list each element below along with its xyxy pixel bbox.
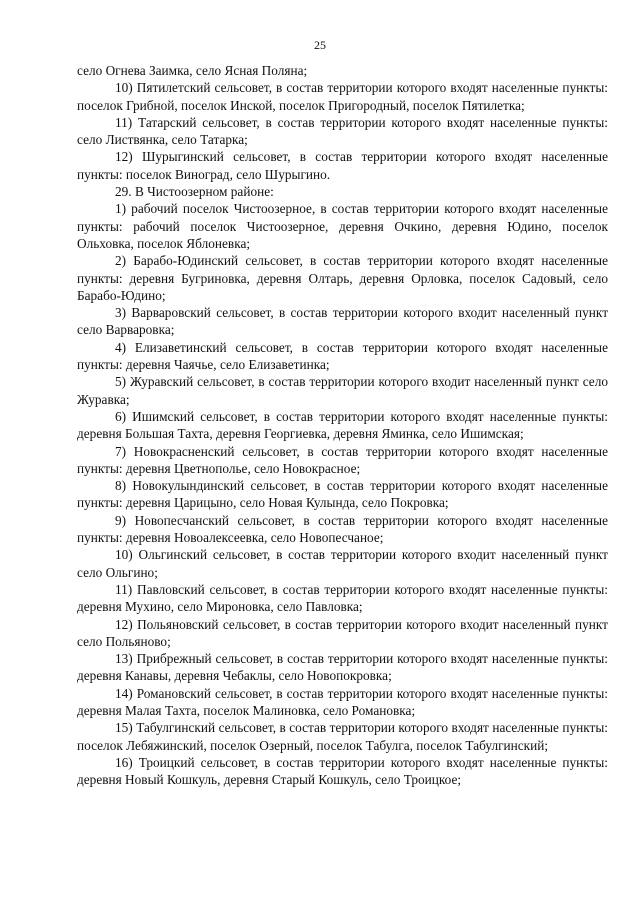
document-body (77, 62, 608, 788)
paragraph-item-8: 8) Новокулындинский сельсовет, в состав территории которого входят населенные пункты: деревня Царицыно, село Новая Кулында, село Покровка; (77, 478, 608, 511)
paragraph-item-16: 16) Троицкий сельсовет, в состав территории которого входят населенные пункты: деревня Новый Кошкуль, деревня Старый Кошкуль, село Троицкое; (77, 754, 608, 788)
paragraph-item-10-pyatiletsky: 10) Пятилетский сельсовет, в состав территории которого входят населенные пункты: поселок Грибной, поселок Инской, поселок Пригородный, поселок Пятилетка; (77, 80, 608, 113)
section-heading-29: 29. В Чистоозерном районе: (115, 184, 274, 200)
paragraph-item-7: 7) Новокрасненский сельсовет, в состав территории которого входят населенные пункты: деревня Цветнополье, село Новокрасное; (77, 443, 608, 476)
paragraph-item-11: 11) Павловский сельсовет, в состав территории которого входят населенные пункты: деревня Мухино, село Мироновка, село Павловка; (77, 581, 608, 615)
paragraph-item-9: 9) Новопесчанский сельсовет, в состав территории которого входят населенные пункты: деревня Новоалексеевка, село Новопесчаное; (77, 512, 608, 546)
paragraph-item-10: 10) Ольгинский сельсовет, в состав территории которого входит населенный пункт село Ольгино; (77, 547, 608, 580)
paragraph-item-1: 1) рабочий поселок Чистоозерное, в состав территории которого входят населенные пункты: рабочий поселок Чистоозерное, деревня Очкино, деревня Юдино, поселок Ольховка, поселок Яблоневка; (77, 201, 608, 251)
paragraph-item-6: 6) Ишимский сельсовет, в состав территории которого входят населенные пункты: деревня Большая Тахта, деревня Георгиевка, деревня Яминка, село Ишимская; (77, 408, 608, 442)
paragraph-item-11-tatarsky: 11) Татарский сельсовет, в состав территории которого входят населенные пункты: село Листвянка, село Татарка; (77, 114, 608, 148)
paragraph-item-14: 14) Романовский сельсовет, в состав территории которого входят населенные пункты: деревня Малая Тахта, поселок Малиновка, село Романовка; (77, 685, 608, 718)
paragraph-item-12-shuryginsky: 12) Шурыгинский сельсовет, в состав территории которого входят населенные пункты: поселок Виноград, село Шурыгино. (77, 149, 608, 182)
paragraph-item-15: 15) Табулгинский сельсовет, в состав территории которого входят населенные пункты: поселок Лебяжинский, поселок Озерный, поселок Табулга, поселок Табулгинский; (77, 720, 608, 753)
paragraph-item-12: 12) Польяновский сельсовет, в состав территории которого входит населенный пункт село Польяново; (77, 616, 608, 649)
paragraph-item-5: 5) Журавский сельсовет, в состав территории которого входит населенный пункт село Журавка; (77, 374, 608, 407)
paragraph-continuation: село Огнева Заимка, село Ясная Поляна; (77, 63, 308, 78)
paragraph-item-13: 13) Прибрежный сельсовет, в состав территории которого входят населенные пункты: деревня Канавы, деревня Чебаклы, село Новопокровка; (77, 651, 608, 684)
paragraph-item-2: 2) Барабо-Юдинский сельсовет, в состав территории которого входят населенные пункты: деревня Бугриновка, деревня Олтарь, деревня Орловка, поселок Садовый, село Барабо-Юдино; (77, 253, 608, 303)
page-number: 25 (314, 38, 326, 52)
paragraph-item-4: 4) Елизаветинский сельсовет, в состав территории которого входят населенные пункты: деревня Чаячье, село Елизаветинка; (77, 339, 608, 373)
paragraph-item-3: 3) Варваровский сельсовет, в состав территории которого входит населенный пункт село Варваровка; (77, 305, 608, 338)
